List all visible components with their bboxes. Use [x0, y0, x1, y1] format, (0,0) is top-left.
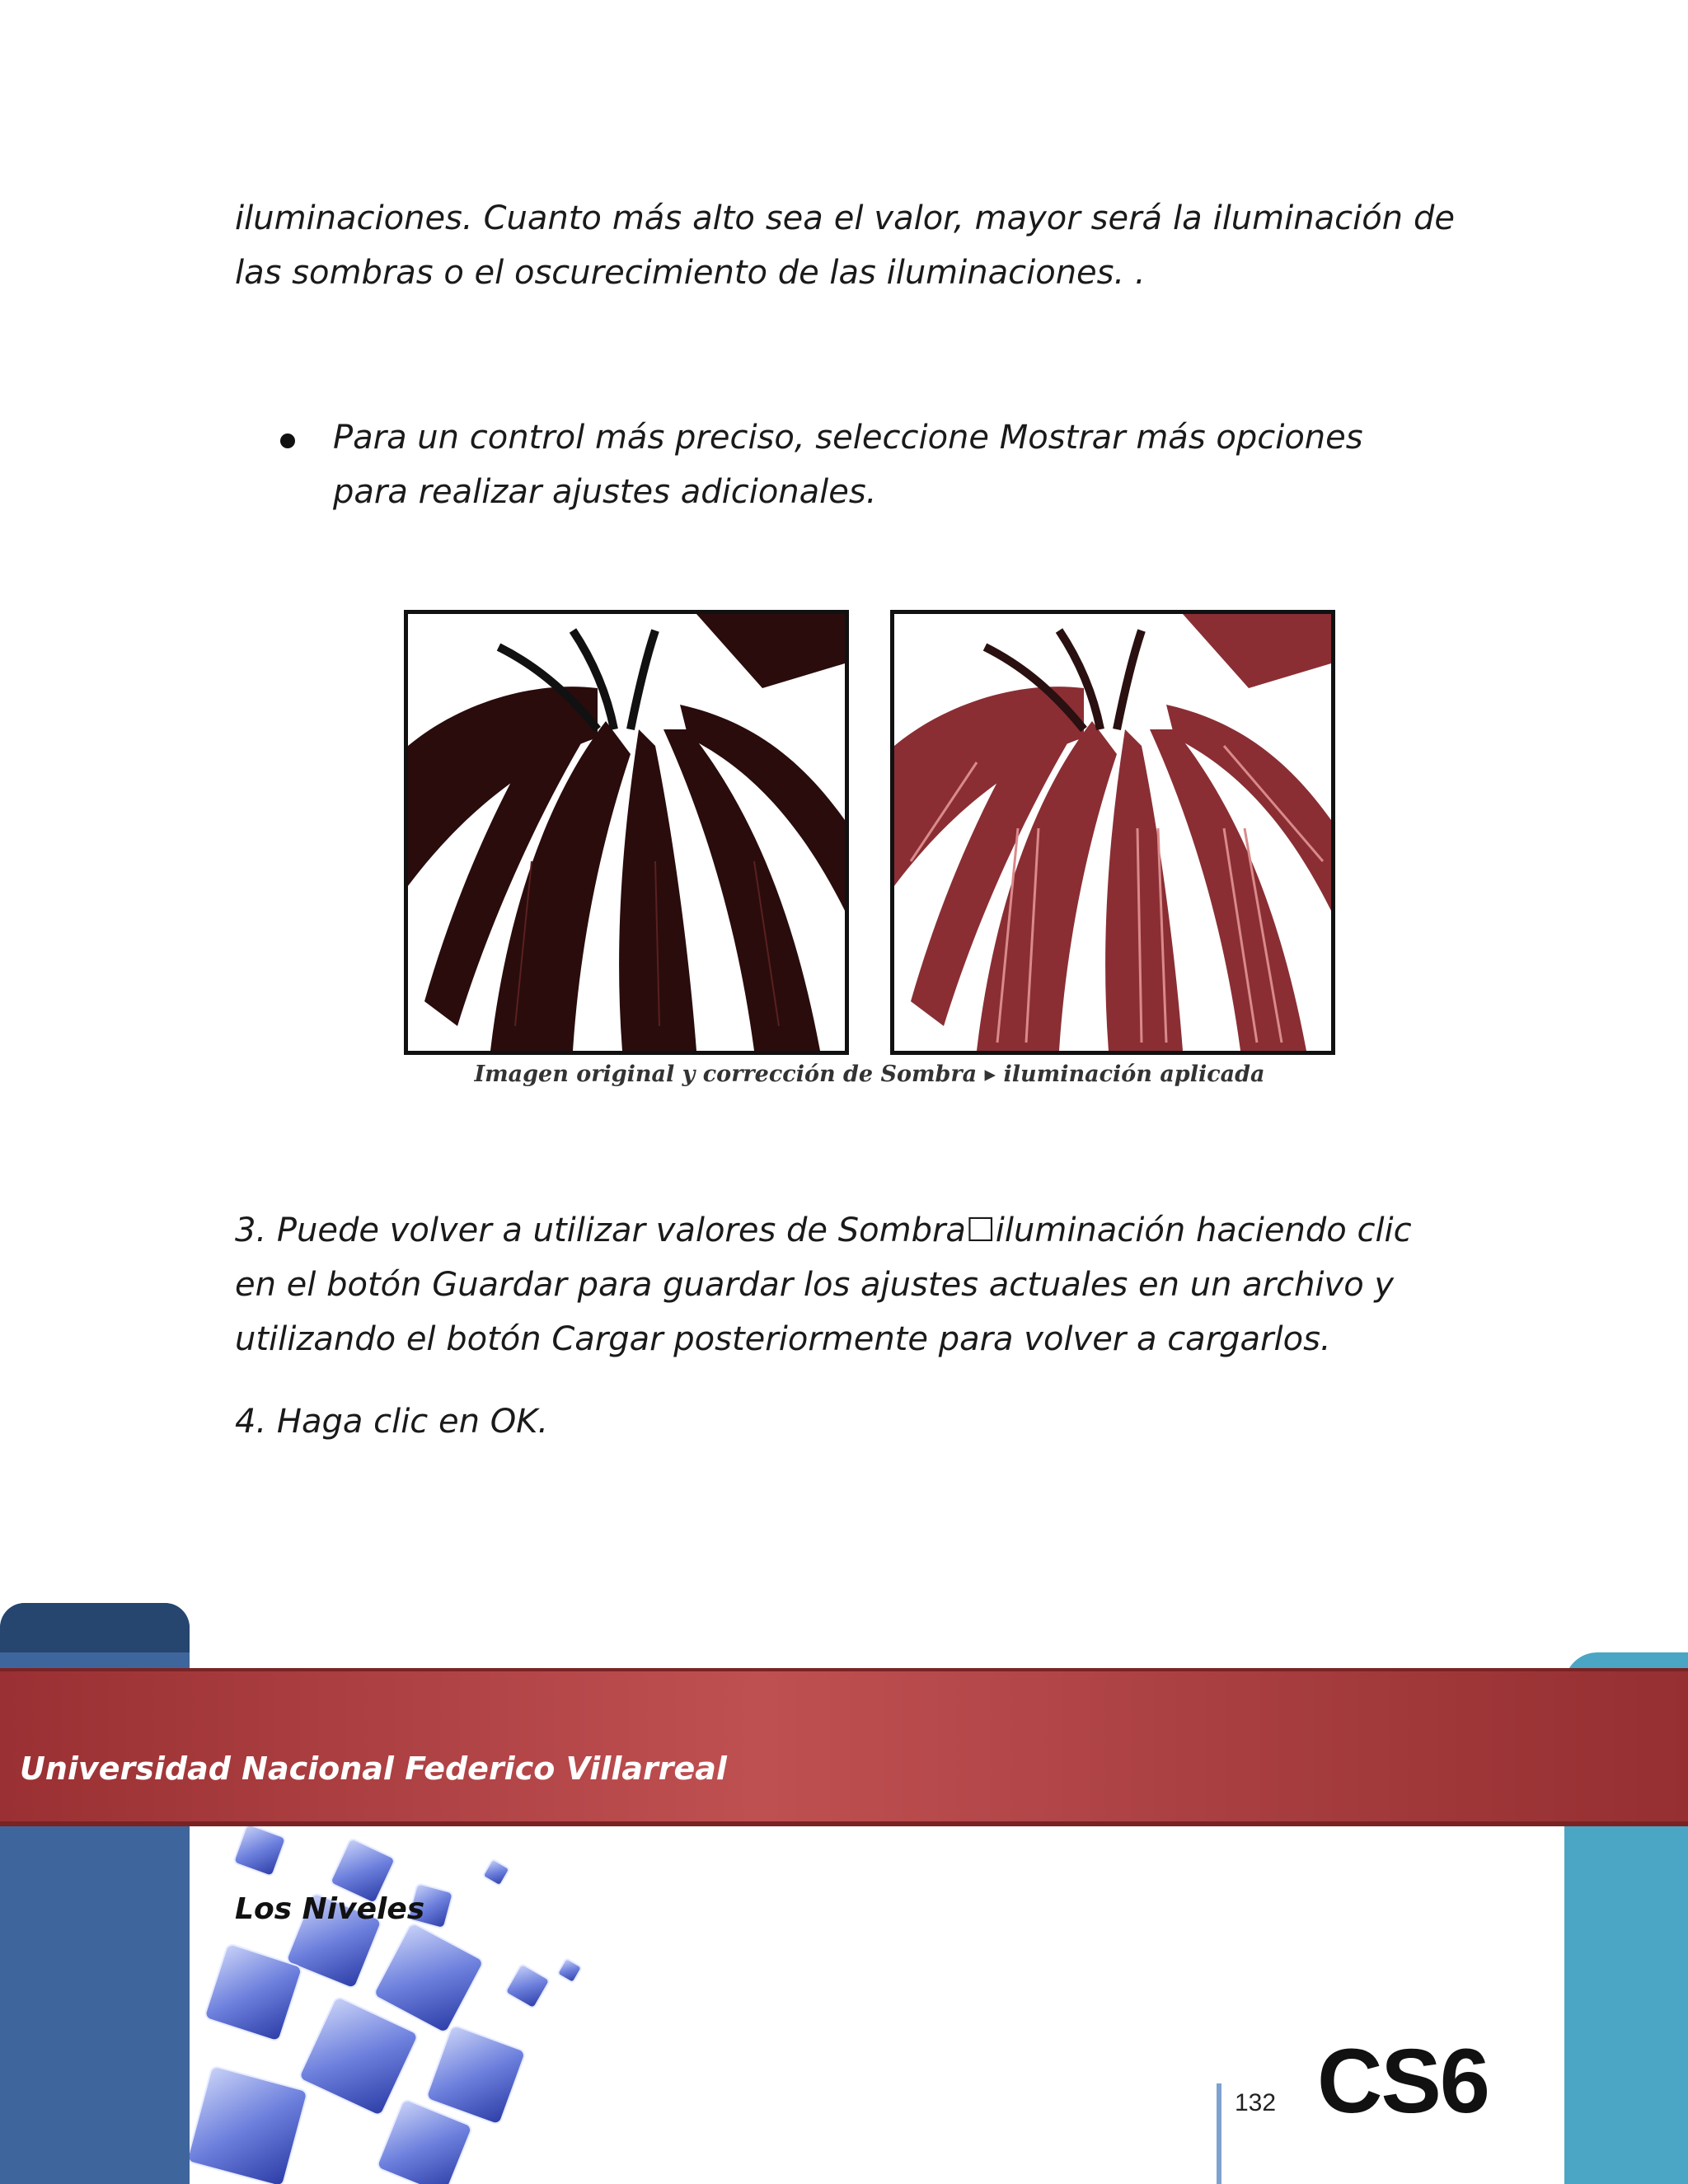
corrected-photo: [890, 610, 1335, 1055]
figure-caption: Imagen original y corrección de Sombra ▸ iluminación aplicada: [474, 1062, 1265, 1087]
left-bar-cap: [0, 1603, 190, 1652]
step-4-paragraph: 4. Haga clic en OK.: [235, 1403, 549, 1441]
bullet-text: Para un control más preciso, seleccione Mostrar más opciones para realizar ajustes adicionales.: [333, 419, 1363, 511]
intro-paragraph: iluminaciones. Cuanto más alto sea el valor, mayor será la iluminación de las sombras o el oscurecimiento de las iluminaciones. .: [235, 199, 1455, 292]
section-label: Los Niveles: [235, 1892, 425, 1926]
bullet-icon: [280, 434, 295, 448]
comparison-figure: [396, 602, 1343, 1113]
footer-band: [0, 1668, 1688, 1826]
step-3-paragraph: 3. Puede volver a utilizar valores de Sombra☐iluminación haciendo clic en el botón Guardar para guardar los ajustes actuales en un archivo y utilizando el botón Cargar posteriormente para volver a cargarlos.: [235, 1212, 1412, 1358]
cubes-graphic: [190, 1813, 717, 2184]
original-photo: [404, 610, 849, 1055]
page-number: 132: [1235, 2089, 1277, 2116]
page-divider: [1217, 2083, 1221, 2184]
product-label: CS6: [1317, 2031, 1489, 2132]
university-name: Universidad Nacional Federico Villarreal: [20, 1750, 727, 1787]
